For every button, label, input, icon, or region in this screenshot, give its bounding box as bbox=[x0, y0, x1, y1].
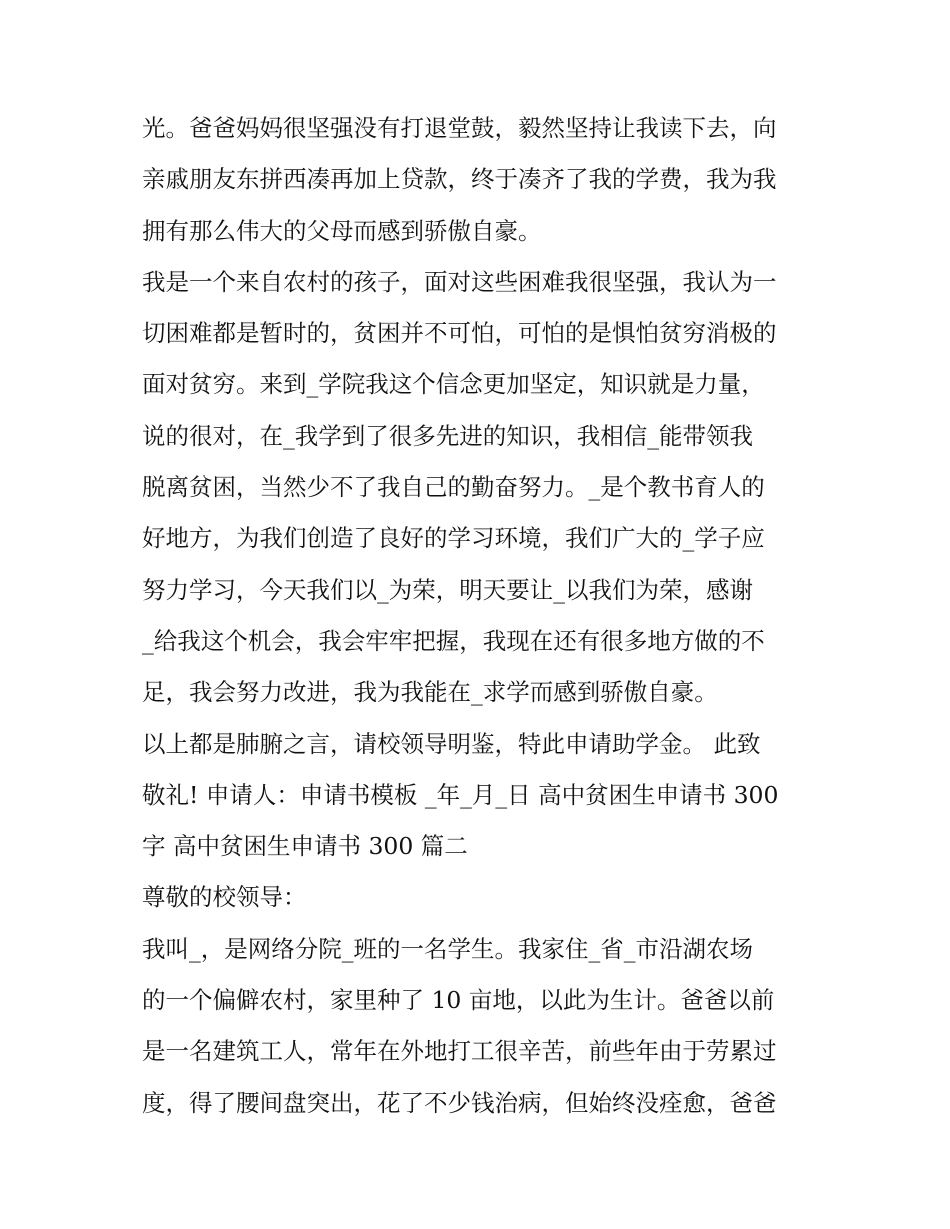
text-line: 面对贫穷。来到_学院我这个信念更加坚定，知识就是力量， bbox=[142, 370, 765, 399]
text-line: 拥有那么伟大的父母而感到骄傲自豪。 bbox=[142, 216, 542, 245]
text-line: 脱离贫困，当然少不了我自己的勤奋努力。_是个教书育人的 bbox=[142, 473, 765, 502]
text-line: 我叫_，是网络分院_班的一名学生。我家住_省_市沿湖农场 bbox=[142, 934, 753, 963]
text-line: 敬礼! 申请人：申请书模板 _年_月_日 高中贫困生申请书 300 bbox=[142, 780, 779, 809]
text-line: 我是一个来自农村的孩子，面对这些困难我很坚强，我认为一 bbox=[142, 267, 777, 296]
text-line: 以上都是肺腑之言，请校领导明鉴，特此申请助学金。 此致 bbox=[142, 729, 761, 758]
text-line: 说的很对，在_我学到了很多先进的知识，我相信_能带领我 bbox=[142, 421, 753, 450]
text-line: 足，我会努力改进，我为我能在_求学而感到骄傲自豪。 bbox=[142, 678, 718, 707]
text-line: 好地方，为我们创造了良好的学习环境，我们广大的_学子应 bbox=[142, 524, 765, 553]
text-line: 字 高中贫困生申请书 300 篇二 bbox=[142, 832, 468, 861]
salutation: 尊敬的校领导： bbox=[142, 883, 307, 912]
text-line: 切困难都是暂时的，贫困并不可怕，可怕的是惧怕贫穷消极的 bbox=[142, 319, 777, 348]
text-line: 亲戚朋友东拼西凑再加上贷款，终于凑齐了我的学费，我为我 bbox=[142, 165, 777, 194]
text-line: 光。爸爸妈妈很坚强没有打退堂鼓，毅然坚持让我读下去，向 bbox=[142, 114, 777, 142]
text-line: 努力学习，今天我们以_为荣，明天要让_以我们为荣，感谢 bbox=[142, 575, 753, 604]
document-body bbox=[142, 103, 817, 1129]
text-line: 度，得了腰间盘突出，花了不少钱治病，但始终没痊愈，爸爸 bbox=[142, 1088, 777, 1117]
text-line: 是一名建筑工人，常年在外地打工很辛苦，前些年由于劳累过 bbox=[142, 1037, 777, 1066]
text-line: _给我这个机会，我会牢牢把握，我现在还有很多地方做的不 bbox=[142, 626, 765, 655]
text-line: 的一个偏僻农村，家里种了 10 亩地，以此为生计。爸爸以前 bbox=[142, 986, 775, 1015]
